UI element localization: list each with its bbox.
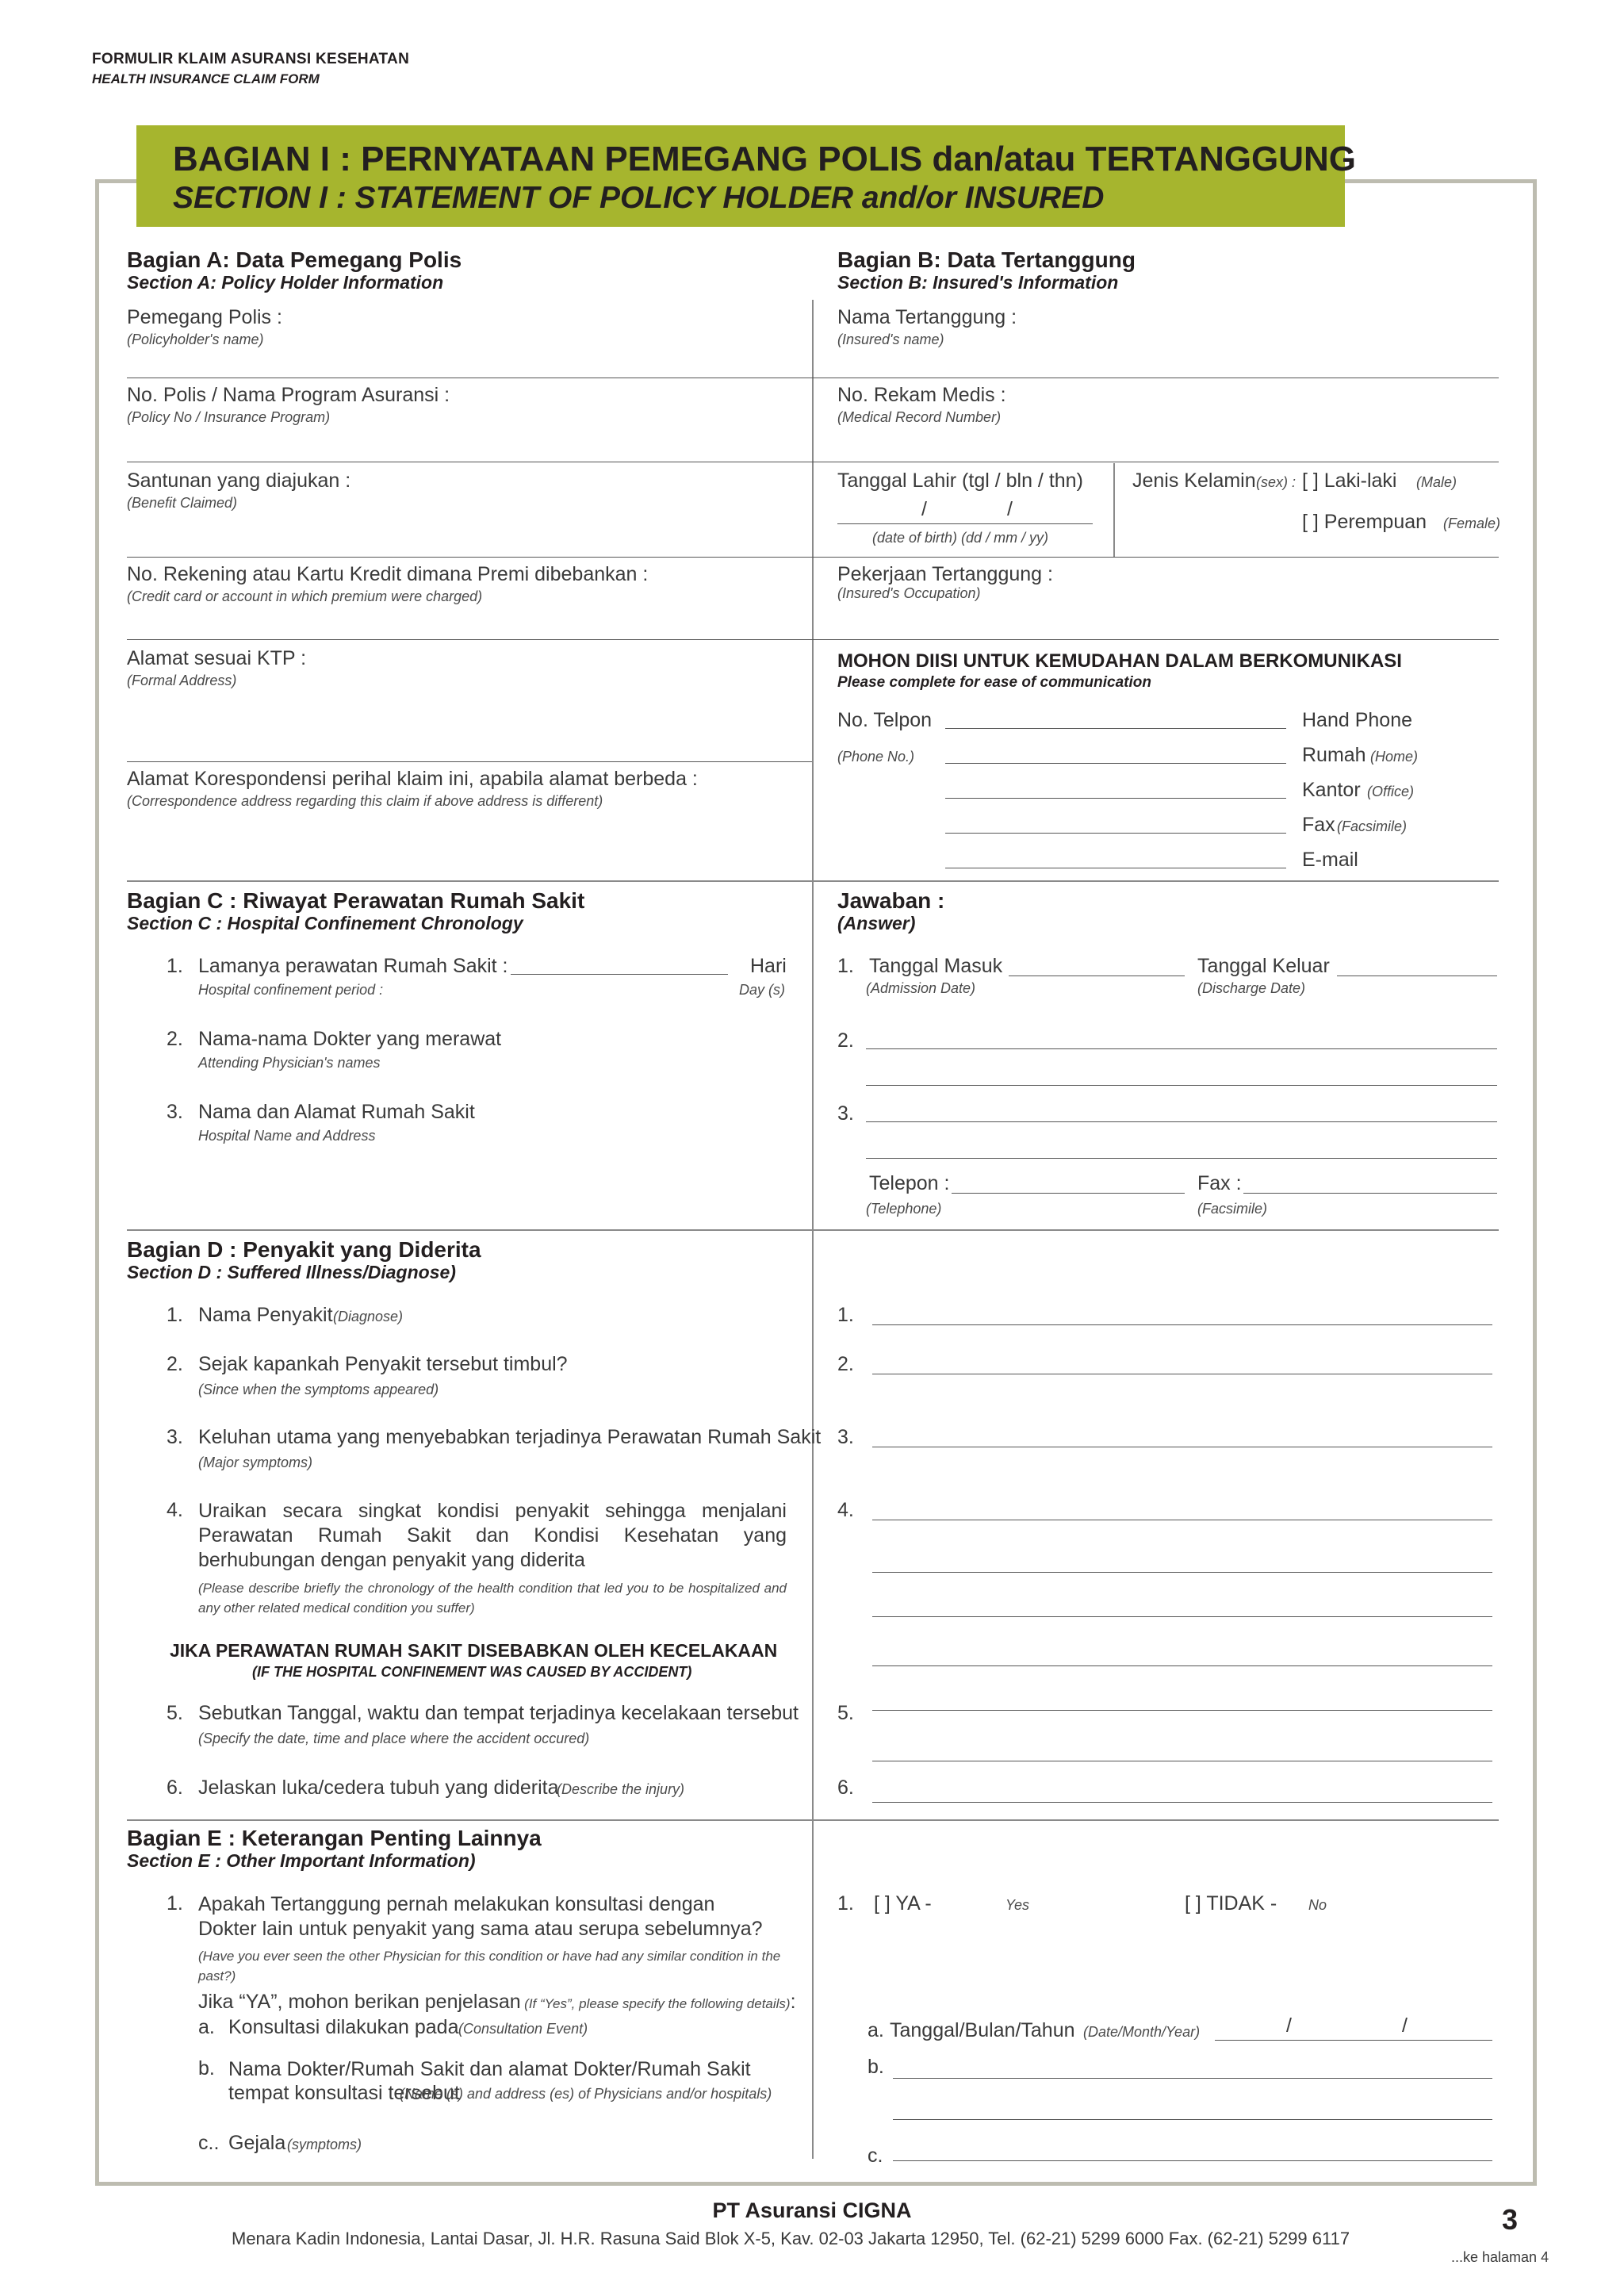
banner-title-id: BAGIAN I : PERNYATAAN PEMEGANG POLIS dan/atau TERTANGGUNG xyxy=(173,140,1357,178)
consultation-date-sep-2: / xyxy=(1402,2014,1408,2037)
c-q2-sub: Attending Physician's names xyxy=(198,1055,381,1071)
d-q3-number: 3. xyxy=(167,1426,183,1448)
corr-address-sub: (Correspondence address regarding this claim if above address is different) xyxy=(127,793,603,809)
row-line xyxy=(812,639,1499,640)
d-q1-label: Nama Penyakit xyxy=(198,1304,333,1326)
form-title-id: FORMULIR KLAIM ASURANSI KESEHATAN xyxy=(92,51,410,67)
e-ac-number: c. xyxy=(868,2145,883,2167)
footer-company: PT Asuransi CIGNA xyxy=(712,2198,912,2222)
section-d-title: Bagian D : Penyakit yang Diderita xyxy=(127,1237,481,1262)
sex-label-sub: (sex) : xyxy=(1256,474,1297,490)
d-q5-sub: (Specify the date, time and place where the accident occured) xyxy=(198,1731,590,1746)
hand-phone-field[interactable] xyxy=(945,728,1286,729)
hospital-fax-label: Fax : xyxy=(1197,1172,1242,1194)
e-qc-number: c.. xyxy=(198,2132,220,2154)
symptoms-field[interactable] xyxy=(893,2160,1492,2161)
c-q1-unit-sub: Day (s) xyxy=(739,982,785,998)
account-label: No. Rekening atau Kartu Kredit dimana Premi dibebankan : xyxy=(127,563,649,585)
corr-address-label: Alamat Korespondensi perihal klaim ini, apabila alamat berbeda : xyxy=(127,768,698,790)
sex-male-checkbox[interactable]: [ ] Laki-laki xyxy=(1302,470,1397,492)
e-a1-number: 1. xyxy=(837,1892,854,1915)
consulted-no-checkbox[interactable]: [ ] TIDAK - xyxy=(1185,1892,1277,1915)
consultation-date-label: Tanggal/Bulan/Tahun xyxy=(890,2019,1075,2041)
diagnose-field[interactable] xyxy=(872,1324,1492,1325)
insured-name-sub: (Insured's name) xyxy=(837,332,944,347)
consultation-date-field[interactable] xyxy=(1215,2040,1492,2041)
d-a1-number: 1. xyxy=(837,1304,854,1326)
consulted-no-sub: No xyxy=(1308,1897,1327,1913)
d-q4-label: Uraikan secara singkat kondisi penyakit sehingga menjalani Perawatan Rumah Sakit dan Kondisi Kesehatan yang berhubungan dengan penyakit yang diderita xyxy=(198,1500,787,1571)
home-sub: (Home) xyxy=(1370,749,1419,765)
section-e-title: Bagian E : Keterangan Penting Lainnya xyxy=(127,1826,542,1850)
c-q1-sub: Hospital confinement period : xyxy=(198,982,384,998)
section-c-subtitle: Section C : Hospital Confinement Chronology xyxy=(127,913,523,933)
address-sub: (Formal Address) xyxy=(127,673,237,688)
consultation-date-sep-1: / xyxy=(1286,2014,1292,2037)
c-q3-label: Nama dan Alamat Rumah Sakit xyxy=(198,1101,475,1123)
accident-title: JIKA PERAWATAN RUMAH SAKIT DISEBABKAN OLEH KECELAKAAN xyxy=(170,1640,778,1661)
dob-field[interactable] xyxy=(837,523,1093,524)
office-label: Kantor xyxy=(1302,779,1361,801)
d-q2-sub: (Since when the symptoms appeared) xyxy=(198,1382,439,1397)
hospital-address-field-2[interactable] xyxy=(866,1158,1497,1159)
policyholder-label: Pemegang Polis : xyxy=(127,306,282,328)
e-q1-sub: (Have you ever seen the other Physician for this condition or have had any similar condition in the past?) xyxy=(198,1949,781,1984)
policyholder-sub: (Policyholder's name) xyxy=(127,332,264,347)
sex-female-sub: (Female) xyxy=(1443,516,1501,531)
d-q6-number: 6. xyxy=(167,1777,183,1799)
e-qa-label: Konsultasi dilakukan pada xyxy=(228,2016,459,2038)
address-label: Alamat sesuai KTP : xyxy=(127,647,307,669)
sex-female-checkbox[interactable]: [ ] Perempuan xyxy=(1302,511,1427,533)
occupation-sub: (Insured's Occupation) xyxy=(837,585,981,601)
home-label: Rumah xyxy=(1302,744,1366,766)
section-b-subtitle: Section B: Insured's Information xyxy=(837,272,1119,293)
footer-address: Menara Kadin Indonesia, Lantai Dasar, Jl. H.R. Rasuna Said Blok X-5, Kav. 02-03 Jakarta 12950, Tel. (62-21) 5299 6000 Fax. (62-21) 5299 6117 xyxy=(232,2229,1350,2248)
answer-subtitle: (Answer) xyxy=(837,913,916,933)
c-a3-number: 3. xyxy=(837,1102,854,1125)
consultation-date-sub: (Date/Month/Year) xyxy=(1083,2024,1201,2040)
physician-names-field-2[interactable] xyxy=(866,1085,1497,1086)
discharge-label: Tanggal Keluar xyxy=(1197,955,1330,977)
chronology-field-3[interactable] xyxy=(872,1616,1492,1617)
c-q1-number: 1. xyxy=(167,955,183,977)
hand-phone-label: Hand Phone xyxy=(1302,709,1413,731)
e-qb-label: Nama Dokter/Rumah Sakit dan alamat Dokter/Rumah Sakit tempat konsultasi tersebut xyxy=(228,2058,751,2104)
d-q5-number: 5. xyxy=(167,1702,183,1724)
policy-no-label: No. Polis / Nama Program Asuransi : xyxy=(127,384,450,406)
e-qb-sub: (Name (s) and address (es) of Physicians and/or hospitals) xyxy=(400,2086,772,2102)
consulted-yes-checkbox[interactable]: [ ] YA - xyxy=(874,1892,932,1915)
hospital-address-field-1[interactable] xyxy=(866,1121,1497,1122)
c-q2-label: Nama-nama Dokter yang merawat xyxy=(198,1028,502,1050)
form-title-en: HEALTH INSURANCE CLAIM FORM xyxy=(92,71,320,86)
c-q1-unit: Hari xyxy=(750,955,787,977)
contact-title: MOHON DIISI UNTUK KEMUDAHAN DALAM BERKOMUNIKASI xyxy=(837,650,1402,672)
dob-label: Tanggal Lahir (tgl / bln / thn) xyxy=(837,470,1083,492)
account-sub: (Credit card or account in which premium were charged) xyxy=(127,588,483,604)
hospital-fax-field[interactable] xyxy=(1243,1193,1497,1194)
section-b-title: Bagian B: Data Tertanggung xyxy=(837,247,1136,272)
d-a4-number: 4. xyxy=(837,1499,854,1521)
section-a-title: Bagian A: Data Pemegang Polis xyxy=(127,247,462,272)
sex-male-sub: (Male) xyxy=(1416,474,1457,490)
physician-hospital-field-2[interactable] xyxy=(893,2119,1492,2120)
page-number: 3 xyxy=(1502,2203,1519,2236)
section-divider-e xyxy=(127,1819,1499,1821)
fax-label: Fax xyxy=(1302,814,1335,836)
d-q1-number: 1. xyxy=(167,1304,183,1326)
physician-hospital-field-1[interactable] xyxy=(893,2078,1492,2079)
d-a3-number: 3. xyxy=(837,1426,854,1448)
dob-sep-1: / xyxy=(921,498,927,520)
e-qa-sub: (Consultation Event) xyxy=(458,2021,588,2037)
chronology-field-2[interactable] xyxy=(872,1572,1492,1573)
medical-record-sub: (Medical Record Number) xyxy=(837,409,1002,425)
row-line xyxy=(812,557,1499,558)
hospital-fax-sub: (Facsimile) xyxy=(1197,1201,1267,1217)
column-divider-dob xyxy=(1113,463,1115,557)
row-line xyxy=(127,639,812,640)
admission-sub: (Admission Date) xyxy=(866,980,976,996)
physician-names-field-1[interactable] xyxy=(866,1048,1497,1049)
d-q1-sub: (Diagnose) xyxy=(333,1309,404,1324)
c-q3-sub: Hospital Name and Address xyxy=(198,1128,376,1144)
policy-no-sub: (Policy No / Insurance Program) xyxy=(127,409,331,425)
if-yes-colon: : xyxy=(790,1991,796,2013)
answer-title: Jawaban : xyxy=(837,888,945,913)
accident-details-field-1[interactable] xyxy=(872,1710,1492,1711)
accident-subtitle: (IF THE HOSPITAL CONFINEMENT WAS CAUSED BY ACCIDENT) xyxy=(252,1664,692,1680)
next-page-note: ...ke halaman 4 xyxy=(1451,2249,1549,2265)
d-a2-number: 2. xyxy=(837,1353,854,1375)
c-q1-label: Lamanya perawatan Rumah Sakit : xyxy=(198,955,508,977)
d-q4-number: 4. xyxy=(167,1499,183,1521)
section-a-subtitle: Section A: Policy Holder Information xyxy=(127,272,444,293)
d-q6-label: Jelaskan luka/cedera tubuh yang diderita xyxy=(198,1777,559,1799)
if-yes-label: Jika “YA”, mohon berikan penjelasan xyxy=(198,1991,521,2013)
consulted-yes-sub: Yes xyxy=(1005,1897,1030,1913)
office-phone-field[interactable] xyxy=(945,798,1286,799)
d-q2-number: 2. xyxy=(167,1353,183,1375)
c-q3-number: 3. xyxy=(167,1101,183,1123)
admission-label: Tanggal Masuk xyxy=(869,955,1003,977)
e-q1-number: 1. xyxy=(167,1892,183,1915)
section-banner xyxy=(136,125,1357,227)
banner-title-en: SECTION I : STATEMENT OF POLICY HOLDER and/or INSURED xyxy=(173,181,1105,215)
contact-subtitle: Please complete for ease of communication xyxy=(837,674,1151,691)
section-e-subtitle: Section E : Other Important Information) xyxy=(127,1850,476,1871)
sex-label: Jenis Kelamin xyxy=(1132,470,1256,492)
d-q4-sub: (Please describe briefly the chronology of the health condition that led you to be hospitalized and any other related medical condition you suffer) xyxy=(198,1581,787,1616)
c-a2-number: 2. xyxy=(837,1029,854,1052)
dob-sub: (date of birth) (dd / mm / yy) xyxy=(872,530,1049,546)
hospital-telephone-label: Telepon : xyxy=(869,1172,950,1194)
c-q2-number: 2. xyxy=(167,1028,183,1050)
insured-name-label: Nama Tertanggung : xyxy=(837,306,1017,328)
section-c-title: Bagian C : Riwayat Perawatan Rumah Sakit xyxy=(127,888,585,913)
d-q3-label: Keluhan utama yang menyebabkan terjadinya Perawatan Rumah Sakit xyxy=(198,1426,822,1448)
benefit-sub: (Benefit Claimed) xyxy=(127,495,238,511)
medical-record-label: No. Rekam Medis : xyxy=(837,384,1006,406)
benefit-label: Santunan yang diajukan : xyxy=(127,470,351,492)
d-a6-number: 6. xyxy=(837,1777,854,1799)
occupation-label: Pekerjaan Tertanggung : xyxy=(837,563,1053,585)
email-label: E-mail xyxy=(1302,849,1358,871)
fax-sub: (Facsimile) xyxy=(1337,818,1407,834)
phone-sub: (Phone No.) xyxy=(837,749,915,765)
d-q3-sub: (Major symptoms) xyxy=(198,1455,313,1470)
home-phone-field[interactable] xyxy=(945,763,1286,764)
section-divider-d xyxy=(127,1229,1499,1231)
c-a1-number: 1. xyxy=(837,955,854,977)
row-line xyxy=(127,761,812,762)
section-d-subtitle: Section D : Suffered Illness/Diagnose) xyxy=(127,1262,456,1282)
chronology-field-4[interactable] xyxy=(872,1665,1492,1666)
d-q2-label: Sejak kapankah Penyakit tersebut timbul? xyxy=(198,1353,568,1375)
hospital-telephone-sub: (Telephone) xyxy=(866,1201,942,1217)
office-sub: (Office) xyxy=(1367,784,1415,799)
e-qb-number: b. xyxy=(198,2057,215,2079)
injury-field[interactable] xyxy=(872,1802,1492,1803)
d-a5-number: 5. xyxy=(837,1702,854,1724)
phone-label: No. Telpon xyxy=(837,709,933,731)
confinement-period-field[interactable] xyxy=(511,974,728,975)
if-yes-sub: (If “Yes”, please specify the following details) xyxy=(524,1996,791,2011)
hospital-telephone-field[interactable] xyxy=(952,1193,1185,1194)
section-divider-c xyxy=(127,880,1499,882)
d-q6-sub: (Describe the injury) xyxy=(557,1781,685,1797)
e-qc-sub: (symptoms) xyxy=(287,2137,362,2152)
discharge-sub: (Discharge Date) xyxy=(1197,980,1306,996)
e-ab-number: b. xyxy=(868,2056,884,2078)
d-q5-label: Sebutkan Tanggal, waktu dan tempat terjadinya kecelakaan tersebut xyxy=(198,1702,799,1724)
e-aa-number: a. xyxy=(868,2019,884,2041)
e-qc-label: Gejala xyxy=(228,2132,286,2154)
e-qa-number: a. xyxy=(198,2016,215,2038)
fax-field[interactable] xyxy=(945,833,1286,834)
row-line xyxy=(127,557,812,558)
e-q1-label: Apakah Tertanggung pernah melakukan konsultasi dengan Dokter lain untuk penyakit yang sama atau serupa sebelumnya? xyxy=(198,1893,763,1940)
dob-sep-2: / xyxy=(1007,498,1013,520)
if-yes-line xyxy=(198,1991,796,2014)
